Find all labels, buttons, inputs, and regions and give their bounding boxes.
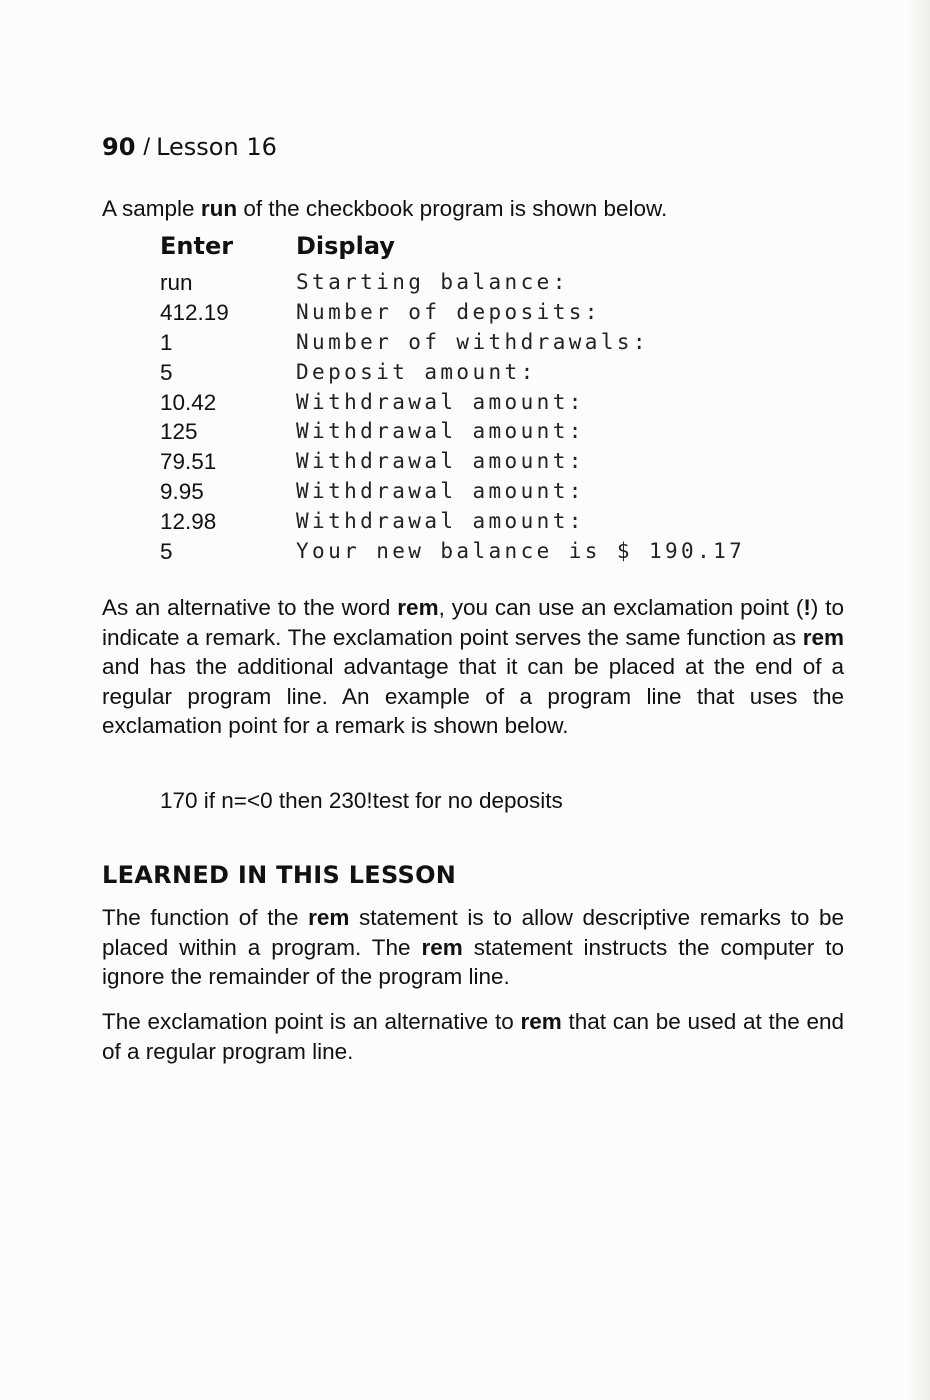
column-header-display: Display [296,232,395,260]
header-separator: / [143,134,151,161]
page-number: 90 [102,133,136,161]
enter-cell: 125 [160,419,198,445]
p3-keyword-rem: rem [308,905,350,930]
intro-text-2: of the checkbook program is shown below. [237,196,668,221]
enter-cell: run [160,270,193,295]
enter-cell: 1 [160,329,173,355]
enter-cell: 5 [160,539,173,565]
lesson-label: Lesson 16 [156,133,277,161]
summary-paragraph-1 [102,903,844,992]
table-row [0,298,930,328]
display-cell: Withdrawal amount: [296,509,585,534]
p2-text-4: and has the additional advantage that it can be placed at the end of a regular program line. An example of a program line that uses the exclamation point for a remark is shown below. [102,654,844,739]
p3-text-2: statement is to allow descriptive remarks to be placed within a program. The [102,905,844,960]
p4-keyword-rem: rem [520,1009,562,1034]
table-row [0,447,930,477]
p2-keyword-rem: rem [397,595,439,620]
display-cell: Number of deposits: [296,299,601,324]
enter-cell: 12.98 [160,509,217,535]
page-header [102,132,277,163]
table-row [0,417,930,447]
p4-text-1: The exclamation point is an alternative to [102,1009,521,1034]
intro-paragraph [102,194,844,224]
enter-cell: 10.42 [160,389,217,415]
enter-cell: 412.19 [160,299,229,325]
table-row [0,537,930,567]
code-example-line: 170 if n=<0 then 230!test for no deposits [160,788,563,813]
display-cell: Withdrawal amount: [296,389,585,414]
display-cell: Withdrawal amount: [296,449,585,474]
enter-cell: 9.95 [160,479,204,505]
enter-cell: 5 [160,359,173,385]
p3-keyword-rem-2: rem [421,934,463,960]
display-cell: Deposit amount: [296,359,537,384]
display-cell: Withdrawal amount: [296,419,585,444]
summary-paragraph-2 [102,1007,844,1066]
p2-text-1: As an alternative to the word [102,595,398,620]
display-cell: Starting balance: [296,270,569,294]
p2-keyword-bang: ! [803,595,811,620]
table-row [0,507,930,537]
table-row [0,388,930,418]
display-cell: Number of withdrawals: [296,329,649,354]
p3-text-1: The function of the [102,905,309,930]
display-cell: Withdrawal amount: [296,479,585,504]
p2-keyword-rem-2: rem [802,624,844,650]
table-row [0,268,930,298]
sample-run-table [0,268,930,567]
section-heading: LEARNED IN THIS LESSON [102,861,457,889]
p3-text-3: statement instructs the computer to ignore the remainder of the program line. [102,934,844,990]
table-row [0,328,930,358]
table-row [0,358,930,388]
column-header-enter: Enter [160,232,234,260]
intro-keyword-run: run [200,196,238,221]
intro-text-1: A sample [102,196,201,221]
display-cell: Your new balance is $ 190.17 [296,539,746,564]
p2-text-3: ) to indicate a remark. The exclamation point serves the same function as [102,595,844,650]
exclamation-paragraph [102,593,844,741]
table-row [0,477,930,507]
p4-text-2: that can be used at the end of a regular program line. [102,1009,845,1064]
p2-text-2: , you can use an exclamation point ( [438,595,804,620]
page-edge-shadow [908,0,930,1400]
enter-cell: 79.51 [160,449,217,475]
